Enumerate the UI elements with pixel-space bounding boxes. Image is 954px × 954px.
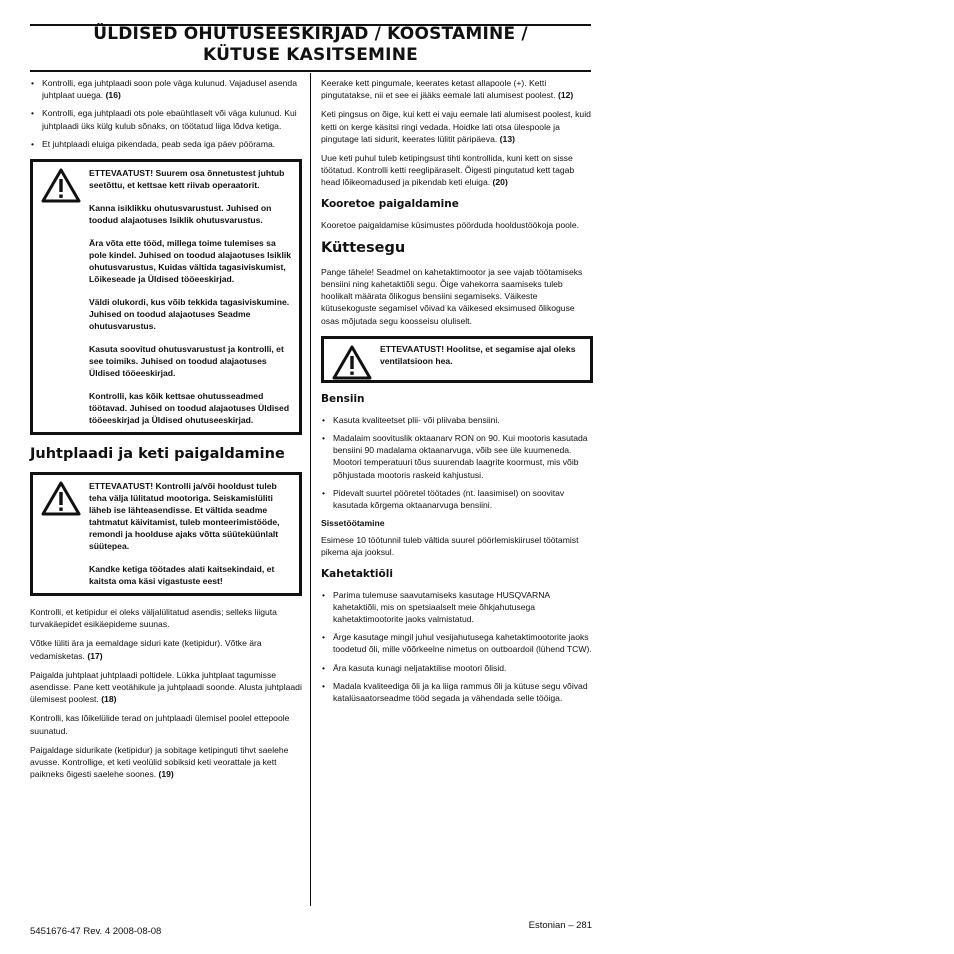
right-column [321,77,593,710]
warning-box-accidents [30,159,302,435]
warning-text: ETTEVAATUST! Kontrolli ja/või hooldust tuleb teha välja lülitatud mootoriga. Seiskamislüliti läheb ise lähteasendisse. Et vältida seadme tahtmatut käivitamist, tuleb monteerimistööde, remondi ja hoolduse ajaks võtta süüteküünlalt süütepea. [89,481,280,552]
paragraph: Esimese 10 töötunnil tuleb vältida suurel pöörlemiskiirusel töötamist pikema aja jooksul. [321,535,579,558]
paragraph: Uue keti puhul tuleb ketipingsust tihti kontrollida, kuni kett on sisse töötatud. Kontrolli ketti reeglipäraselt. Õigesti pingutatud kett tagab head lõikeomadused ja pikendab keti eluiga. (20) [321,153,575,188]
paragraph: Kontrolli, et ketipidur ei oleks väljalülitatud asendis; selleks liiguta turvakäepidet esikäepideme suunas. [30,607,277,630]
column-divider [310,73,311,906]
paragraph: Võtke lüliti ära ja eemaldage siduri kate (ketipidur). Võtke ära vedamisketas. (17) [30,638,262,661]
list-item: • Et juhtplaadi eluiga pikendada, peab seda iga päev pöörama. [30,138,302,150]
list-item: • Ära kasuta kunagi neljataktilise mootori õlisid. [321,662,593,674]
paragraph: Kooretoe paigaldamise küsimustes pöörduda hooldustöökoja poole. [321,219,579,230]
list-item: • Kontrolli, ega juhtplaadi ots pole ebaühtlaselt või väga kulunud. Kui juhtplaadi üks külg kulub sõnaks, on töötatud liiga lõdva ketiga. [30,107,302,131]
warning-text: Väldi olukordi, kus võib tekkida tagasiviskumine. Juhised on toodud alajaotuses Seadme ohutusvarustus. [89,297,290,332]
paragraph: Kontrolli, kas lõikelülide terad on juhtplaadi ülemisel poolel ettepoole suunatud. [30,713,290,736]
page-title [30,24,591,66]
section-heading: Bensiin [321,392,365,405]
warning-box-maintenance [30,472,302,596]
section-heading: Kahetaktiõli [321,567,393,580]
subsection-heading: Sissetöötamine [321,518,385,529]
page-number: Estonian – 281 [528,920,592,931]
title-bottom-rule [30,70,591,72]
paragraph: Pange tähele! Seadmel on kahetaktimootor ja see vajab töötamiseks bensiini ning kahetaktiõli segu. Õige vahekorra saamiseks tuleb hoolikalt määrata õlikogus bensiini segamiseks. Väikeste kütusekoguste segamisel võivad ka väikesed eksimused õlikoguse osas mõjutada segu koosseisu oluliselt. [321,266,583,326]
section-heading: Küttesegu [321,239,406,256]
kahetakti-bullets [321,589,593,705]
paragraph: Keerake kett pingumale, keerates ketast allapoole (+). Ketti pingutatakse, nii et see ei jääks eemale lati alumisest poolest. (12) [321,78,574,101]
list-item: • Parima tulemuse saavutamiseks kasutage HUSQVARNA kahetaktiõli, mis on spetsiaalselt meie õhkjahutusega kahetaktimootorite jaoks valmistatud. [321,589,593,626]
warning-text: Ära võta ette tööd, millega toime tulemises sa pole kindel. Juhised on toodud alajaotuses Isiklik ohutusvarustus, Kuidas vältida tagasiviskumist, Lõikeseade ja Üldised tööeeskirjad. [89,238,291,285]
list-item: • Pidevalt suurtel pööretel töötades (nt. laasimisel) on soovitav kasutada kõrgema oktaanarvuga bensiini. [321,487,593,511]
list-item: • Ärge kasutage mingil juhul vesijahutusega kahetaktimootorite jaoks toodetud õli, mille võõrkeelne nimetus on outboardoil (lühend TCW). [321,631,593,655]
warning-triangle-icon [332,345,372,381]
paragraph: Paigalda juhtplaat juhtplaadi poltidele. Lükka juhtplaat tagumisse asendisse. Pane kett veotähikule ja juhtplaadi soonde. Alusta juhtplaadi ülemisest poolest. (18) [30,669,302,705]
warning-box-ventilation [321,336,593,383]
title-line-2: KÜTUSE KASITSEMINE [203,45,418,65]
bensiin-bullets [321,414,593,511]
paragraph: Paigaldage sidurikate (ketipidur) ja sobitage ketipinguti tihvt saelehe avusse. Kontrollige, et keti veolülid sobiksid keti veorattale ja kett paikneks õigesti saelehe soones. (19) [30,744,289,780]
warning-text: Kanna isiklikku ohutusvarustust. Juhised on toodud alajaotuses Isiklik ohutusvarustus. [89,203,272,226]
paragraph: Keti pingsus on õige, kui kett ei vaju eemale lati alumisest poolest, kuid ketti on kerge käsitsi ringi vedada. Hoidke lati otsa ülespoole ja pingutage lati sidurit, keerates lülitit päripäeva. (13) [321,109,591,144]
warning-text: Kandke ketiga töötades alati kaitsekindaid, et kaitsta oma käsi vigastuste eest! [89,564,275,587]
section-heading: Kooretoe paigaldamine [321,197,459,210]
title-line-1: ÜLDISED OHUTUSEESKIRJAD / KOOSTAMINE / [93,24,528,44]
section-heading: Juhtplaadi ja keti paigaldamine [30,446,285,463]
warning-text: Kontrolli, kas kõik kettsae ohutusseadmed töötavad. Juhised on toodud alajaotuses Üldised tööeeskirjad ja Üldised ohutuseeskirjad. [89,391,290,426]
warning-triangle-icon [41,481,81,517]
warning-text: ETTEVAATUST! Hoolitse, et segamise ajal oleks ventilatsioon hea. [380,343,576,366]
document-code: 5451676-47 Rev. 4 2008-08-08 [30,926,162,937]
list-item: • Madala kvaliteediga õli ja ka liiga rammus õli ja kütuse segu võivad katalüsaatorseadme tööd segada ja vähendada selle tööiga. [321,680,593,704]
guide-bar-bullets [30,77,302,150]
warning-text: Kasuta soovitud ohutusvarustust ja kontrolli, et see toimiks. Juhised on toodud alajaotuses Üldised tööeeskirjad. [89,344,284,379]
left-column [30,77,302,787]
warning-triangle-icon [41,168,81,204]
list-item: • Madalaim soovituslik oktaanarv RON on 90. Kui mootoris kasutada bensiini 90 madalama oktaanarvuga, võib see üle kuumeneda. Mootori temperatuuri tõus suurendab laagrite koormust, mis võib põhjustada mootoris raskeid kahjustusi. [321,432,593,481]
list-item: • Kontrolli, ega juhtplaadi soon pole väga kulunud. Vajadusel asenda juhtplaat uuega. (16) [30,77,302,101]
list-item: • Kasuta kvaliteetset plii- või pliivaba bensiini. [321,414,593,426]
warning-text: ETTEVAATUST! Suurem osa õnnetustest juhtub seetõttu, et kettsae kett riivab operaatorit. [89,168,285,191]
